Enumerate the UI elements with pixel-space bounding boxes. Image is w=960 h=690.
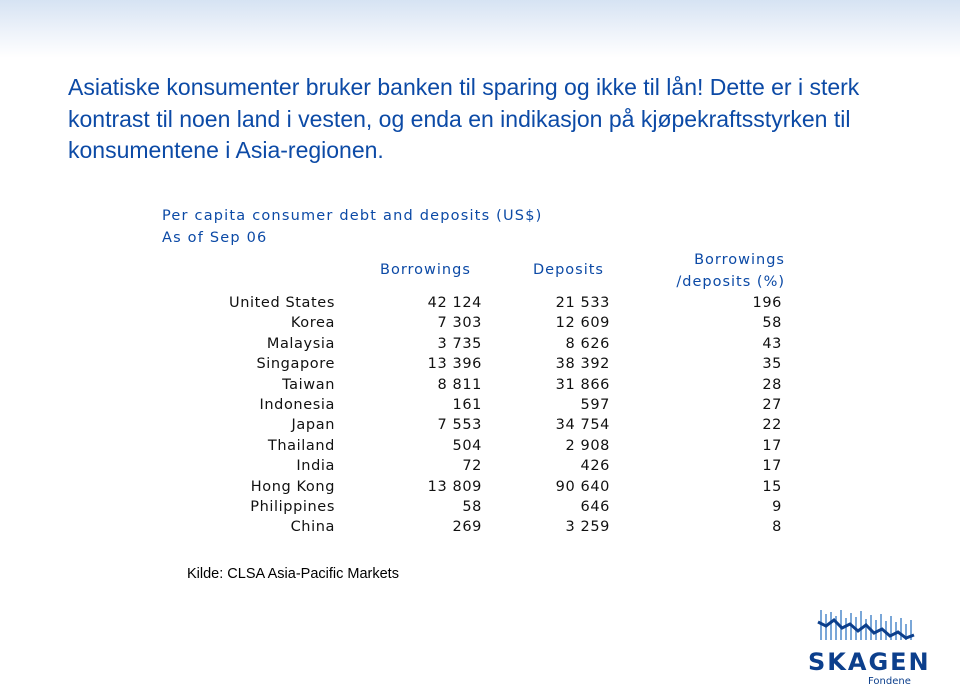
table-row	[0, 499, 960, 519]
deposits-cell: 8 626	[565, 335, 610, 352]
country-cell: Japan	[291, 417, 335, 434]
ratio-cell: 196	[752, 295, 782, 311]
column-header-deposits: Deposits	[533, 262, 604, 278]
deposits-cell: 3 259	[565, 519, 610, 536]
deposits-cell: 21 533	[555, 295, 610, 311]
source-note: Kilde: CLSA Asia-Pacific Markets	[187, 566, 399, 582]
ratio-header-line2: /deposits (%)	[676, 274, 785, 290]
borrowings-cell: 269	[452, 519, 482, 536]
table-row	[0, 397, 960, 417]
borrowings-cell: 72	[462, 458, 482, 475]
logo-subtitle: Fondene	[868, 676, 911, 687]
logo-wordmark: SKAGEN	[808, 648, 931, 676]
borrowings-cell: 58	[462, 498, 482, 515]
borrowings-cell: 504	[452, 437, 482, 454]
deposits-cell: 2 908	[565, 437, 610, 454]
country-cell: Korea	[290, 315, 335, 332]
slide-headline: Asiatiske konsumenter bruker banken til sparing og ikke til lån! Dette er i sterk kontrast til noen land i vesten, og enda en indikasjon på kjøpekraftsstyrken til konsumentene i Asia-regionen.	[68, 74, 860, 163]
table-row	[0, 458, 960, 478]
header-band	[0, 0, 960, 58]
country-cell: Taiwan	[282, 376, 335, 393]
deposits-cell: 646	[580, 498, 610, 515]
table-row	[0, 315, 960, 335]
deposits-cell: 597	[580, 396, 610, 413]
borrowings-cell: 13 809	[427, 478, 482, 495]
borrowings-cell: 7 303	[437, 315, 482, 332]
table-title	[162, 205, 542, 249]
borrowings-cell: 13 396	[427, 356, 482, 373]
country-cell: United States	[229, 295, 335, 311]
deposits-cell: 31 866	[555, 376, 610, 393]
table-title-date: As of Sep 06	[162, 230, 268, 246]
ratio-cell: 28	[762, 376, 782, 393]
ratio-cell: 58	[762, 315, 782, 332]
ratio-cell: 17	[762, 437, 782, 454]
country-cell: Hong Kong	[250, 478, 335, 495]
column-header-ratio	[640, 249, 785, 293]
country-cell: Thailand	[267, 437, 335, 454]
ratio-cell: 15	[762, 478, 782, 495]
table-title-main: Per capita consumer debt and deposits (US$)	[162, 208, 543, 224]
country-cell: Indonesia	[259, 396, 335, 413]
country-cell: China	[290, 519, 335, 536]
table-row	[0, 438, 960, 458]
ratio-cell: 22	[762, 417, 782, 434]
country-cell: Malaysia	[266, 335, 335, 352]
deposits-cell: 34 754	[555, 417, 610, 434]
table-row	[0, 356, 960, 376]
table-row	[0, 519, 960, 539]
country-cell: Philippines	[250, 498, 335, 515]
table-row	[0, 479, 960, 499]
table-row	[0, 417, 960, 437]
deposits-cell: 38 392	[555, 356, 610, 373]
borrowings-cell: 7 553	[437, 417, 482, 434]
ratio-cell: 27	[762, 396, 782, 413]
ratio-cell: 8	[772, 519, 782, 536]
table-row	[0, 295, 960, 315]
ratio-cell: 35	[762, 356, 782, 373]
ratio-header-line1: Borrowings	[694, 252, 785, 268]
borrowings-cell: 42 124	[427, 295, 482, 311]
deposits-cell: 90 640	[555, 478, 610, 495]
data-table-body	[0, 295, 960, 540]
country-cell: Singapore	[256, 356, 335, 373]
borrowings-cell: 8 811	[437, 376, 482, 393]
deposits-cell: 12 609	[555, 315, 610, 332]
ratio-cell: 17	[762, 458, 782, 475]
country-cell: India	[296, 458, 335, 475]
ratio-cell: 9	[772, 498, 782, 515]
column-header-borrowings: Borrowings	[380, 262, 471, 278]
borrowings-cell: 3 735	[437, 335, 482, 352]
ratio-cell: 43	[762, 335, 782, 352]
table-row	[0, 377, 960, 397]
table-row	[0, 336, 960, 356]
deposits-cell: 426	[580, 458, 610, 475]
borrowings-cell: 161	[452, 396, 482, 413]
